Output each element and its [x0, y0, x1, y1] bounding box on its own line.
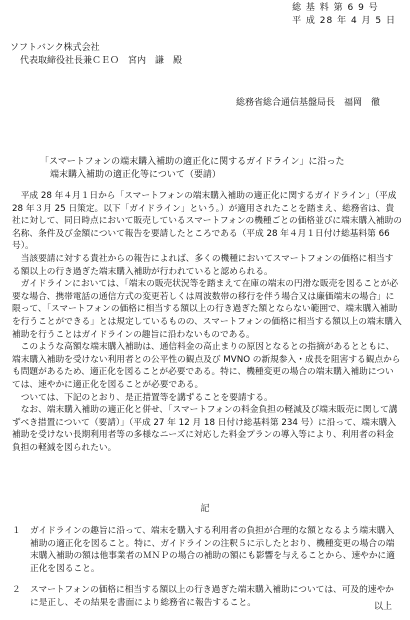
body-paragraph: ついては、下記のとおり、是正措置等を講ずることを要請する。 [12, 392, 273, 403]
body-paragraph: 平成 28 年４月１日から「スマートフォンの端末購入補助の適正化に関するガイドライン」（平成 28 年３月 25 日策定。以下「ガイドライン」という。）が適用されたことを踏まえ、総務省は、貴社に対して、同日時点において販売しているスマートフォンの機種ごとの価格並びに端末購入補助の名称、条件及び金額について報告を要請したところである（平成 28 年４月１日付け総基料第 66 号）。 [12, 191, 402, 252]
body-paragraph: 当該要請に対する貴社からの報告によれば、多くの機種においてスマートフォンの価格に相当する額以上の行き過ぎた端末購入補助が行われていると認められる。 [12, 253, 394, 277]
body-paragraph: ガイドラインにおいては、「端末の販売状況等を踏まえて在庫の端末の円滑な販売を図ることが必要な場合、携帯電話の通信方式の変更若しくは周波数帯の移行を伴う場合又は廉価端末の場合」に限って、「スマートフォンの価格に相当する額以上の行き過ぎた額とならない範囲で、端末購入補助を行うことができる」とは規定しているものの、スマートフォンの価格に相当する額以上の端末購入補助を行うことはガイドラインの趣旨に沿わないものである。 [12, 279, 402, 340]
document-reference [292, 2, 396, 28]
letter-title [40, 156, 400, 182]
list-item [12, 584, 402, 609]
addressee-block [10, 42, 182, 68]
document-number: 総 基 料 第 6 9 号 [292, 3, 379, 13]
letter-body [12, 190, 402, 454]
closing-mark: 以上 [373, 602, 392, 612]
item-text: スマートフォンの価格に相当する額以上の行き過ぎた端末購入補助については、可及的速やかに是正し、その結果を書面により総務省に報告すること。 [30, 585, 394, 608]
body-paragraph: このような高額な端末購入補助は、通信料金の高止まりの原因となるとの指摘があるとともに、端末購入補助を受けない利用者との公平性の観点及び MVNO の新規参入・成長を阻害する観点からも問題があるため、適正化を図ることが必要である。特に、機種変更の場合の端末購入補助については、速やかに適正化を図ることが必要である。 [12, 342, 401, 390]
item-number: ２ [12, 585, 21, 596]
ki-heading: 記 [200, 504, 210, 514]
sender: 総務省総合通信基盤局長 福岡 徹 [235, 98, 380, 108]
item-number: １ [12, 526, 21, 536]
addressee-company: ソフトバンク株式会社 [10, 43, 100, 53]
body-paragraph: なお、端末購入補助の適正化と併せ、「スマートフォンの料金負担の軽減及び端末販売に関して講ずべき措置について（要請）」（平成 27 年 12 月 18 日付け総基料第 234 号）に沿って、端末購入補助を受けない長期利用者等の多様なニーズに対応した料金プランの導入等により、利用者の料金負担の軽減を図られたい。 [12, 405, 398, 453]
title-line-1: 「スマートフォンの端末購入補助の適正化に関するガイドライン」に沿った [40, 157, 345, 167]
title-line-2: 端末購入補助の適正化等について（要請） [50, 170, 221, 180]
list-item [12, 525, 402, 575]
item-text: ガイドラインの趣旨に沿って、端末を購入する利用者の負担が合理的な額となるよう端末購入補助の適正化を図ること。特に、ガイドラインの注釈５に示したとおり、機種変更の場合の端末購入補助の額は他事業者のＭＮＰの場合の補助の額にも影響を与えることから、速やかに適正化を図ること。 [30, 526, 395, 574]
request-items [12, 525, 402, 619]
document-date: 平 成 28 年 4 月 5 日 [292, 16, 396, 26]
addressee-person: 代表取締役社長兼ＣＥＯ 宮内 謙 殿 [20, 56, 183, 66]
